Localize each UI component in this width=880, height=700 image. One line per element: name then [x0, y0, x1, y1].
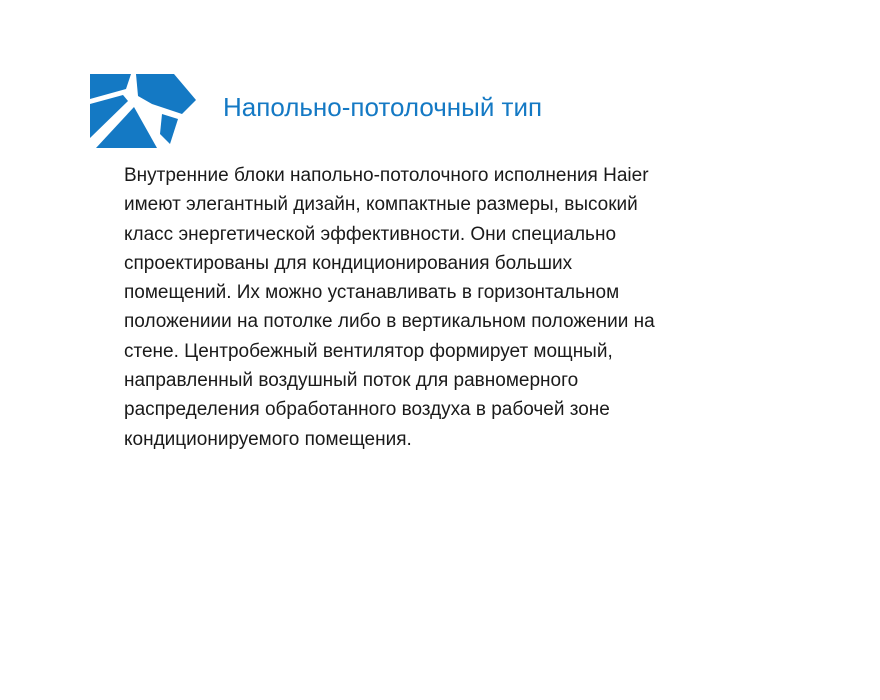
description-paragraph: [124, 161, 764, 454]
paragraph-line: стене. Центробежный вентилятор формирует мощный,: [124, 340, 613, 362]
paragraph-line: спроектированы для кондиционирования больших: [124, 252, 573, 274]
paragraph-line: направленный воздушный поток для равномерного: [124, 370, 579, 392]
paragraph-line: положениии на потолке либо в вертикальном положении на: [124, 311, 655, 333]
paragraph-line: кондиционируемого помещения.: [124, 428, 412, 450]
page-title: Напольно-потолочный тип: [223, 92, 543, 122]
paragraph-line: Внутренние блоки напольно-потолочного исполнения Haier: [124, 165, 649, 186]
paragraph-line: имеют элегантный дизайн, компактные размеры, высокий: [124, 194, 638, 216]
paragraph-line: класс энергетической эффективности. Они специально: [124, 223, 617, 245]
geometric-logo-icon: [90, 74, 196, 148]
paragraph-line: помещений. Их можно устанавливать в горизонтальном: [124, 282, 620, 304]
paragraph-line: распределения обработанного воздуха в рабочей зоне: [124, 399, 610, 421]
